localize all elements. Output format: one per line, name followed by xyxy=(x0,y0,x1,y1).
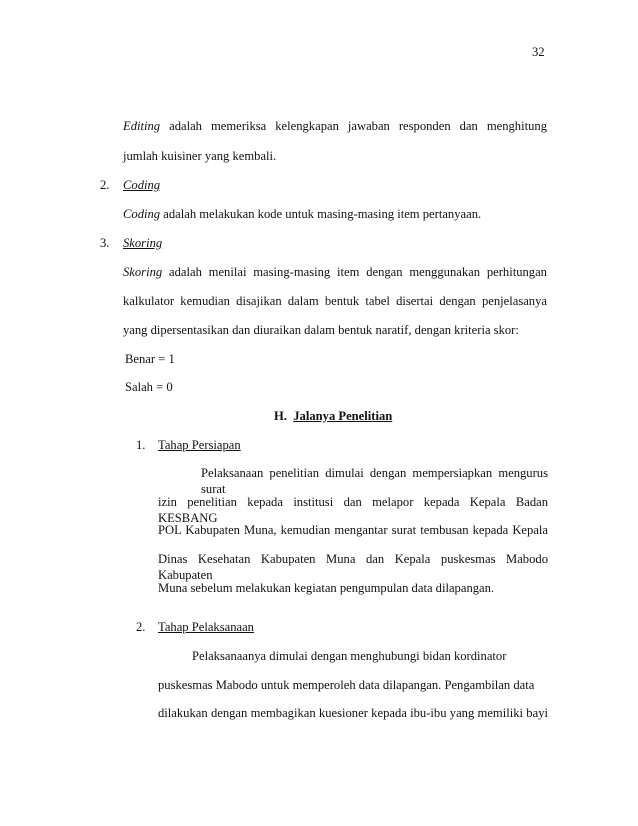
persiapan-number: 1. xyxy=(136,438,146,452)
section-h-letter: H. xyxy=(274,409,287,423)
pelaksanaan-line-2: puskesmas Mabodo untuk memperoleh data dilapangan. Pengambilan data xyxy=(158,678,535,692)
coding-heading: Coding xyxy=(123,178,161,192)
pelaksanaan-line-1: Pelaksanaanya dimulai dengan menghubungi bidan kordinator xyxy=(192,649,507,663)
persiapan-line-1: Pelaksanaan penelitian dimulai dengan mempersiapkan mengurus surat xyxy=(201,466,548,496)
editing-term: Editing xyxy=(123,119,161,133)
page-number: 32 xyxy=(532,45,545,59)
section-h-heading xyxy=(274,408,392,424)
skoring-line-2: kalkulator kemudian disajikan dalam bentuk tabel disertai dengan penjelasanya xyxy=(123,294,547,308)
editing-line-1-text: adalah memeriksa kelengkapan jawaban responden dan menghitung xyxy=(169,119,547,133)
skoring-number: 3. xyxy=(100,236,110,250)
persiapan-line-5: Muna sebelum melakukan kegiatan pengumpulan data dilapangan. xyxy=(158,581,495,595)
section-h-title: Jalanya Penelitian xyxy=(293,409,393,423)
persiapan-heading: Tahap Persiapan xyxy=(158,438,241,452)
persiapan-line-4: Dinas Kesehatan Kabupaten Muna dan Kepala puskesmas Mabodo Kabupaten xyxy=(158,552,548,582)
persiapan-line-3: POL Kabupaten Muna, kemudian mengantar surat tembusan kepada Kepala xyxy=(158,523,548,537)
editing-line-2: jumlah kuisiner yang kembali. xyxy=(123,149,277,163)
pelaksanaan-number: 2. xyxy=(136,620,146,634)
skoring-benar: Benar = 1 xyxy=(125,352,175,366)
skoring-line-1 xyxy=(123,264,547,280)
coding-number: 2. xyxy=(100,178,110,192)
coding-term: Coding xyxy=(123,207,161,221)
pelaksanaan-heading: Tahap Pelaksanaan xyxy=(158,620,254,634)
editing-line-1 xyxy=(123,118,547,134)
skoring-line-3: yang dipersentasikan dan diuraikan dalam bentuk naratif, dengan kriteria skor: xyxy=(123,323,519,337)
skoring-term: Skoring xyxy=(123,265,163,279)
skoring-salah: Salah = 0 xyxy=(125,380,173,394)
skoring-heading: Skoring xyxy=(123,236,163,250)
coding-text-line xyxy=(123,206,481,222)
skoring-line-1-text: adalah menilai masing-masing item dengan menggunakan perhitungan xyxy=(169,265,547,279)
pelaksanaan-line-3: dilakukan dengan membagikan kuesioner kepada ibu-ibu yang memiliki bayi xyxy=(158,706,548,720)
persiapan-line-2: izin penelitian kepada institusi dan melapor kepada Kepala Badan KESBANG xyxy=(158,495,548,525)
coding-text: adalah melakukan kode untuk masing-masing item pertanyaan. xyxy=(163,207,482,221)
